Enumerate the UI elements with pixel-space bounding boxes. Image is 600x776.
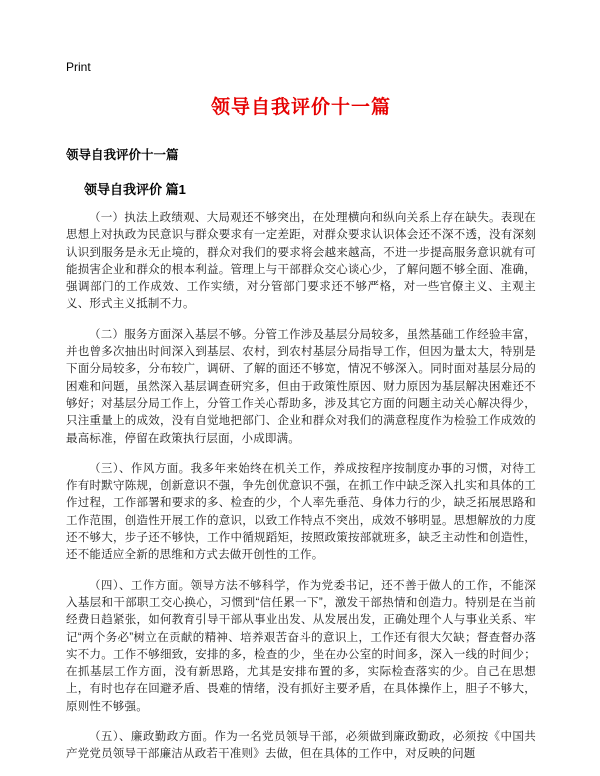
document-body <box>66 210 536 764</box>
paragraph: （五）、廉政勤政方面。作为一名党员领导干部，必须做到廉政勤政，必须按《中国共产党党员领导干部廉洁从政若干准则》去做，但在具体的工作中，对反映的问题 <box>66 731 536 761</box>
paragraph: （三）、作风方面。我多年来始终在机关工作，养成按程序按制度办事的习惯，对待工作有时默守陈规，创新意识不强，争先创优意识不强，在抓工作中缺乏深入扎实和具体的工作过程，工作部署和要求的多、检查的少，个人率先垂范、身体力行的少，缺乏拓展思路和工作范围，创造性开展工作的意识，以致工作特点不突出，成效不够明显。思想解放的力度还不够大，步子还不够快，工作中循规蹈矩，按照政策按部就班多，缺乏主动性和创造性，还不能适应全新的思维和方式去做开创性的工作。 <box>66 462 536 562</box>
section-heading: 领导自我评价 篇1 <box>84 182 186 197</box>
paragraph: （二）服务方面深入基层不够。分管工作涉及基层分局较多，虽然基础工作经验丰富，并也曾多次抽出时间深入到基层、农村，到农村基层分局指导工作，但因为量太大，特别是下面分局较多，分布较广，调研、了解的面还不够宽，情况不够深入。同时面对基层分局的困难和问题，虽然深入基层调查研究多，但由于政策性原因、财力原因为基层解决困难还不够好；对基层分局工作上，分管工作关心帮助多，涉及其它方面的问题主动关心解决得少，只注重量上的成效，没有自觉地把部门、企业和群众对我们的满意程度作为检验工作成效的最高标准，停留在政策执行层面，小成即满。 <box>66 328 536 445</box>
paragraph: （四）、工作方面。领导方法不够科学，作为党委书记，还不善于做人的工作，不能深入基层和干部职工交心换心，习惯到“信任累一下”，激发干部热情和创造力。特别是在当前经费日趋紧张，如何教育引导干部从事业出发、从发展出发，正确处理个人与事业关系、牢记“两个务必”树立在贡献的精神、培养艰苦奋斗的意识上，工作还有很大欠缺；督查督办落实不力。工作不够细致，安排的多，检查的少，坐在办公室的时间多，深入一线的时间少；在抓基层工作方面，没有新思路，尤其是安排布置的多，实际检查落实的少。自己在思想上，有时也存在回避矛盾、畏难的情绪，没有抓好主要矛盾，在具体操作上，胆子不够大，原则性不够强。 <box>66 579 536 713</box>
print-button[interactable]: Print <box>66 60 91 74</box>
paragraph: （一）执法上政绩观、大局观还不够突出，在处理横向和纵向关系上存在缺失。表现在思想上对执政为民意识与群众要求有一定差距，对群众要求认识体会还不深不透，没有深刻认识到服务是永无止境的，群众对我们的要求将会越来越高，不进一步提高服务意识就有可能损害企业和群众的根本利益。管理上与干部群众交心谈心少，了解问题不够全面、准确，强调部门的工作成效、工作实绩，对分管部门要求还不够严格，对一些官僚主义、主观主义、形式主义抵制不力。 <box>66 212 536 311</box>
page-title: 领导自我评价十一篇 <box>210 97 391 118</box>
document-subtitle: 领导自我评价十一篇 <box>66 148 179 162</box>
